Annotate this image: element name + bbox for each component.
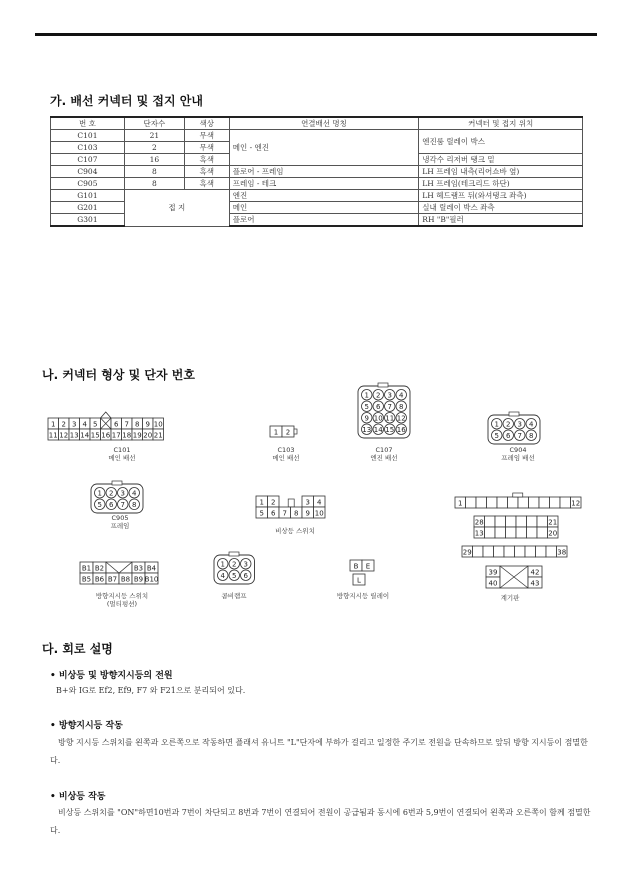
cluster-pin-cell	[483, 546, 494, 557]
cell-pins: 16	[124, 154, 184, 166]
cluster-pin-label: 28	[474, 518, 484, 527]
cell-location: 실내 릴레이 박스 좌측	[419, 202, 583, 214]
turn-pin-label: B7	[107, 575, 118, 584]
c103-pin-label: 1	[273, 428, 279, 437]
section-b-title: 나. 커넥터 형상 및 단자 번호	[42, 368, 195, 382]
turn-pin-label: B4	[146, 564, 157, 573]
section-c-title: 다. 회로 설명	[42, 642, 113, 656]
cluster-pin-cell	[515, 546, 526, 557]
cluster-pin-cell	[508, 497, 519, 508]
cluster-pin-cell	[494, 546, 505, 557]
c103-caption: C103 메인 배선	[272, 446, 300, 462]
cluster-pin-cell	[506, 527, 517, 538]
c101-pin-label: 6	[114, 420, 119, 429]
c904-label: 3	[517, 420, 522, 429]
c101-pin-label: 18	[122, 431, 132, 440]
combi-lamp-label: 6	[243, 571, 248, 580]
c107-label: 5	[364, 402, 369, 411]
c107-label: 12	[396, 414, 406, 423]
c107-label: 3	[387, 391, 392, 400]
c101-pin-label: 9	[145, 420, 150, 429]
power-heading: • 비상등 및 방향지시등의 전원	[50, 671, 173, 681]
c101-pin-label: 3	[72, 420, 77, 429]
c905-latch	[112, 481, 122, 485]
cluster-pin-cell	[560, 497, 571, 508]
turn-pin-label: B2	[94, 564, 105, 573]
header-location: 커넥터 및 접지 위치	[419, 117, 583, 130]
cluster-latch	[513, 493, 523, 497]
c905-label: 7	[120, 500, 125, 509]
c101-pin-label: 19	[132, 431, 142, 440]
cell-harness: 프레임 - 테크	[229, 178, 419, 190]
turn-switch-caption: 방향지시등 스위치 (멀티펑션)	[95, 592, 149, 608]
c107-label: 11	[385, 414, 395, 423]
turn-body: 방향 지시등 스위치를 왼쪽과 오른쪽으로 작동하면 플래셔 유니트 "L"단자에 부하가 걸리고 일정한 주기로 전원을 단속하므로 앞뒤 방향 지시등이 점멸한다.	[50, 738, 588, 765]
c107-latch	[378, 383, 388, 387]
cluster-caption: 계기판	[500, 594, 520, 602]
cell-ground: 접 지	[124, 190, 229, 227]
hazard-pin-label: 2	[271, 498, 276, 507]
c101-pin-label: 10	[153, 420, 163, 429]
hazard-pin-label: 8	[294, 509, 299, 518]
c107-label: 8	[399, 402, 404, 411]
cluster-pin-label: 29	[462, 548, 472, 557]
cell-harness: 플로어	[229, 214, 419, 227]
hazard-body: 비상등 스위치를 "ON"하면10번과 7번이 차단되고 8번과 7번이 연결되어 전원이 공급됨과 동시에 6번과 5,9번이 연결되어 왼쪽과 오른쪽이 함께 점멸한다.	[50, 808, 591, 835]
c107-label: 14	[373, 425, 383, 434]
hazard-pin-label: 4	[317, 498, 322, 507]
c107-label: 7	[387, 402, 392, 411]
flasher-pin-label: B	[353, 562, 359, 571]
c101-pin-label: 7	[124, 420, 129, 429]
turn-pin-label: B8	[120, 575, 131, 584]
c101-pin-label: 5	[93, 420, 98, 429]
cell-location: LH 헤드램프 뒤(와셔탱크 좌측)	[419, 190, 583, 202]
combi-lamp-label: 4	[220, 571, 225, 580]
c101-pin-label: 21	[153, 431, 163, 440]
turn-pin-label: B1	[81, 564, 92, 573]
c107-label: 2	[376, 391, 381, 400]
cluster-pin-cell	[537, 516, 548, 527]
cell-color: 무색	[184, 130, 229, 142]
cell-color: 흑색	[184, 166, 229, 178]
cluster-pin-cell	[476, 497, 487, 508]
cell-pins: 8	[124, 178, 184, 190]
cluster-pin-cell	[466, 497, 477, 508]
header-color: 색상	[184, 117, 229, 130]
turn-key-cell	[106, 562, 132, 573]
c107-label: 10	[373, 414, 383, 423]
cluster-pin-cell	[495, 516, 506, 527]
cluster-pin-label: 21	[548, 518, 558, 527]
cluster-pin-cell	[497, 497, 508, 508]
cell-color: 흑색	[184, 178, 229, 190]
cluster-pin-label: 43	[530, 579, 540, 588]
turn-pin-label: B9	[133, 575, 144, 584]
flasher-caption: 방향지시등 릴레이	[336, 592, 390, 600]
turn-pin-label: B10	[144, 575, 159, 584]
cluster-pin-label: 1	[458, 499, 463, 508]
c904-caption: C904 프레임 배선	[501, 446, 535, 462]
c107-label: 13	[362, 425, 372, 434]
cell-no: C103	[51, 142, 125, 154]
cluster-pin-cell	[550, 497, 561, 508]
c107-caption: C107 엔진 배선	[370, 446, 398, 462]
c101-pin-label: 2	[61, 420, 66, 429]
c107-label: 4	[399, 391, 404, 400]
c904-label: 8	[529, 431, 534, 440]
hazard-heading: • 비상등 작동	[50, 792, 106, 802]
c904-label: 5	[494, 431, 499, 440]
power-body: B+와 IG로 Ef2, Ef9, F7 와 F21으로 분리되어 있다.	[56, 686, 246, 695]
c905-label: 8	[132, 500, 137, 509]
cluster-pin-cell	[518, 497, 529, 508]
section-a-title: 가. 배선 커넥터 및 접지 안내	[50, 94, 203, 108]
c101-pin-label: 4	[82, 420, 87, 429]
cluster-pin-label: 13	[474, 529, 484, 538]
cluster-pin-cell	[537, 527, 548, 538]
c103-latch	[294, 429, 297, 434]
header-harness: 연결배선 명칭	[229, 117, 419, 130]
cluster-pin-cell	[525, 546, 536, 557]
cluster-pin-label: 38	[557, 548, 567, 557]
cluster-pin-cell	[506, 516, 517, 527]
combi-lamp-label: 5	[232, 571, 237, 580]
cell-harness: 플로어 - 프레임	[229, 166, 419, 178]
c107-label: 9	[364, 414, 369, 423]
cell-location: 냉각수 리저버 탱크 밑	[419, 154, 583, 166]
c904-label: 6	[506, 431, 511, 440]
turn-pin-label: B6	[94, 575, 105, 584]
c101-pin-label: 14	[80, 431, 90, 440]
c905-label: 2	[109, 489, 114, 498]
cell-no: C904	[51, 166, 125, 178]
cluster-pin-cell	[485, 527, 496, 538]
cluster-pin-label: 12	[571, 499, 581, 508]
c101-pin-label: 15	[90, 431, 100, 440]
turn-pin-label: B3	[133, 564, 144, 573]
c101-pin-label: 20	[143, 431, 153, 440]
hazard-pin-label: 1	[259, 498, 264, 507]
hazard-pin-label: 5	[259, 509, 264, 518]
combi-lamp-label: 2	[232, 560, 237, 569]
hazard-pin-label: 7	[282, 509, 287, 518]
cell-harness: 메인 - 엔진	[229, 130, 419, 166]
cell-no: G101	[51, 190, 125, 202]
c101-pin-label: 17	[111, 431, 121, 440]
cluster-pin-cell	[516, 516, 527, 527]
c904-latch	[509, 412, 519, 416]
turn-pin-label: B5	[81, 575, 92, 584]
cell-no: C905	[51, 178, 125, 190]
c101-pin-label: 11	[48, 431, 58, 440]
cluster-pin-cell	[536, 546, 547, 557]
cell-location: LH 프레임(테크리드 하단)	[419, 178, 583, 190]
cluster-pin-label: 39	[488, 568, 498, 577]
c103-pin-label: 2	[285, 428, 291, 437]
flasher-pin-label: E	[365, 562, 371, 571]
cell-no: C107	[51, 154, 125, 166]
cell-location: 엔진룸 릴레이 박스	[419, 130, 583, 154]
cluster-pin-cell	[487, 497, 498, 508]
c101-pin-label: 12	[59, 431, 69, 440]
cluster-pin-cell	[504, 546, 515, 557]
cell-color: 흑색	[184, 154, 229, 166]
cell-pins: 21	[124, 130, 184, 142]
hazard-pin-label: 3	[305, 498, 310, 507]
c107-label: 15	[385, 425, 395, 434]
cluster-pin-cell	[495, 527, 506, 538]
combi-lamp-caption: 콤비램프	[221, 592, 247, 600]
cluster-pin-label: 40	[488, 579, 498, 588]
c101-pin-label: 1	[51, 420, 56, 429]
cell-no: C101	[51, 130, 125, 142]
c905-caption: C905 프레임	[110, 514, 130, 530]
cell-location: RH "B"필러	[419, 214, 583, 227]
c101-latch	[101, 412, 112, 418]
cell-harness: 엔진	[229, 190, 419, 202]
c905-label: 5	[97, 500, 102, 509]
cell-location: LH 프레임 내측(리어쇼바 옆)	[419, 166, 583, 178]
c107-label: 16	[396, 425, 406, 434]
cell-no: G301	[51, 214, 125, 227]
c904-label: 1	[494, 420, 499, 429]
cluster-pin-cell	[527, 527, 538, 538]
cell-pins: 2	[124, 142, 184, 154]
header-no: 번 호	[51, 117, 125, 130]
header-pins: 단자수	[124, 117, 184, 130]
combi-lamp-label: 1	[220, 560, 225, 569]
c904-label: 7	[517, 431, 522, 440]
cell-harness: 메인	[229, 202, 419, 214]
cluster-pin-label: 42	[530, 568, 540, 577]
hazard-switch-caption: 비상등 스위치	[275, 527, 315, 535]
c905-label: 1	[97, 489, 102, 498]
c905-label: 6	[109, 500, 114, 509]
c101-pin-label: 13	[69, 431, 79, 440]
cluster-pin-cell	[539, 497, 550, 508]
c904-label: 2	[506, 420, 511, 429]
cluster-pin-cell	[473, 546, 484, 557]
c101-pin-label: 8	[135, 420, 140, 429]
hazard-pin-label: 6	[271, 509, 276, 518]
combi-lamp-latch	[229, 552, 239, 556]
c905-label: 4	[132, 489, 137, 498]
turn-heading: • 방향지시등 작동	[50, 721, 123, 731]
cell-pins: 8	[124, 166, 184, 178]
cluster-pin-cell	[516, 527, 527, 538]
cluster-pin-cell	[529, 497, 540, 508]
cluster-pin-label: 20	[548, 529, 558, 538]
cell-color: 무색	[184, 142, 229, 154]
hazard-pin-label: 9	[305, 509, 310, 518]
combi-lamp-label: 3	[243, 560, 248, 569]
cluster-pin-cell	[527, 516, 538, 527]
c101-pin-label: 16	[101, 431, 111, 440]
cluster-pin-cell	[485, 516, 496, 527]
c101-caption: C101 메인 배선	[108, 446, 136, 462]
cluster-pin-cell	[546, 546, 557, 557]
c905-label: 3	[120, 489, 125, 498]
hazard-latch	[288, 499, 294, 507]
hazard-pin-label: 10	[314, 509, 324, 518]
cell-no: G201	[51, 202, 125, 214]
c107-label: 1	[364, 391, 369, 400]
c904-label: 4	[529, 420, 534, 429]
c107-label: 6	[376, 402, 381, 411]
flasher-pin-label: L	[357, 576, 361, 585]
